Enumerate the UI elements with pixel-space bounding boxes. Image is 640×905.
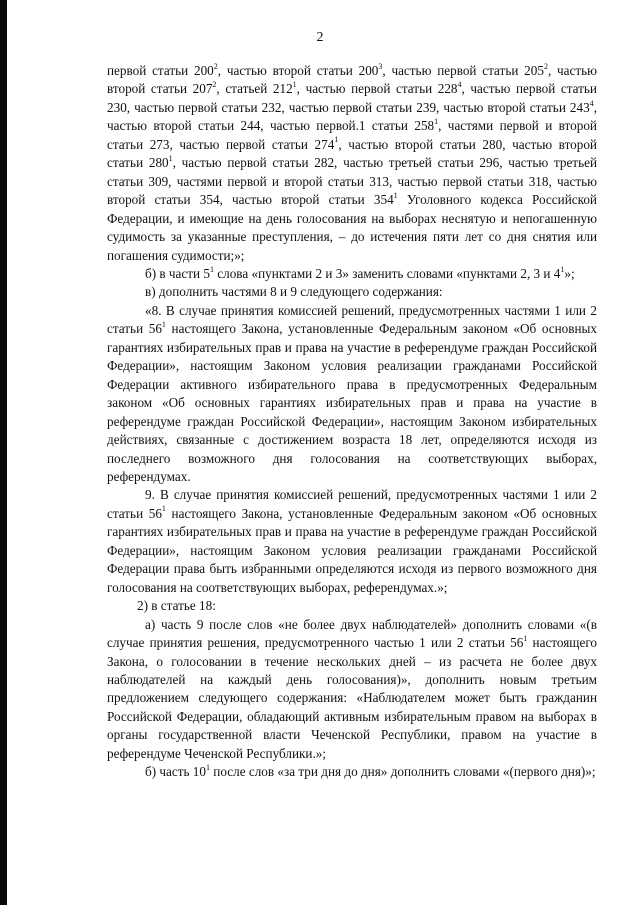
- text-run: «8. В случае принятия комиссией решений, предусмотренных частями 1 или 2 статьи 56: [107, 302, 597, 337]
- text-run: Уголовного кодекса Российской Федерации, и имеющие на день голосования на выборах неснятую и непогашенную судимость за указанные преступления, – до истечения пяти лет со дня снятия или погашения судимости;»;: [107, 192, 597, 263]
- paragraph: [107, 302, 597, 487]
- document-text: [107, 62, 597, 782]
- text-run: настоящего Закона, установленные Федеральным законом «Об основных гарантиях избирательных прав и права на участие в референдуме граждан Российской Федерации», настоящим Законом условия реализации гражданами Российской Федерации активного избирательного права в предусмотренных Федеральным законом «Об основных гарантиях избирательных прав и права на участие в референдуме граждан Российской Федерации», настоящим Законом избирательных действиях, связанные с достижением возраста 18 лет, определяются исходя из последнего возможного дня голосования на соответствующих выборах, референдумах.: [107, 321, 598, 484]
- page-number: 2: [316, 30, 324, 45]
- paragraph: [107, 265, 597, 283]
- superscript: 1: [434, 116, 439, 126]
- text-run: , частью второй статьи 244, частью первой.1 статьи 258: [107, 99, 597, 134]
- text-run: слова «пунктами 2 и 3» заменить словами «пунктами 2, 3 и 4: [213, 265, 561, 281]
- superscript: 1: [523, 633, 528, 643]
- text-run: настоящего Закона, о голосовании в течение нескольких дней – из расчета не более двух наблюдателей на каждый день голосования)», дополнить новым третьим предложением следующего содержания: «Наблюдателем может быть гражданин Российской Федерации, обладающий активным избирательным правом на выборах в органы государственной власти Чеченской Республики, правом на участие в референдуме Чеченской Республики.»;: [107, 635, 597, 761]
- scan-left-edge: [0, 0, 7, 905]
- superscript: 1: [209, 264, 214, 274]
- text-run: 9. В случае принятия комиссией решений, предусмотренных частями 1 или 2 статьи 56: [107, 487, 597, 521]
- superscript: 1: [560, 264, 565, 274]
- superscript: 1: [161, 504, 166, 514]
- superscript: 1: [161, 319, 166, 329]
- superscript: 2: [212, 80, 217, 90]
- text-run: , частью второй статьи 207: [107, 63, 597, 97]
- text-run: »;: [564, 265, 575, 281]
- text-run: , частью второй статьи 280, частью второй статьи 280: [107, 136, 597, 171]
- paragraph: [107, 616, 597, 764]
- superscript: 1: [334, 135, 339, 145]
- paragraph: [107, 597, 597, 615]
- text-run: , статьей 212: [216, 81, 293, 97]
- superscript: 1: [292, 80, 297, 90]
- superscript: 3: [378, 61, 383, 71]
- text-run: , частью первой статьи 282, частью третьей статьи 296, частью третьей статьи 309, частями первой и второй статьи 313, частью первой статьи 318, частью второй статьи 354, частью второй статьи 354: [107, 155, 597, 208]
- text-run: настоящего Закона, установленные Федеральным законом «Об основных гарантиях избирательных прав и права на участие в референдуме граждан Российской Федерации», настоящим Законом условия реализации гражданами Российской Федерации права быть избранными определяются исходя из первого возможного дня голосования на соответствующих выборах, референдумах.»;: [107, 505, 598, 595]
- text-run: после слов «за три дня до дня» дополнить словами «(первого дня)»;: [210, 764, 596, 780]
- text-run: 2) в статье 18:: [137, 598, 216, 614]
- paragraph: [107, 62, 597, 265]
- superscript: 2: [543, 61, 548, 71]
- superscript: 1: [393, 190, 398, 200]
- text-run: а) часть 9 после слов «не более двух наблюдателей» дополнить словами «(в случае принятия решения, предусмотренного частью 1 или 2 статьи 56: [107, 616, 597, 651]
- text-run: , частью второй статьи 200: [217, 63, 379, 78]
- text-run: первой статьи 200: [107, 63, 214, 78]
- superscript: 1: [206, 762, 210, 772]
- text-run: б) в части 5: [145, 265, 210, 281]
- paragraph: [107, 763, 597, 781]
- text-run: , частью первой статьи 230, частью первой статьи 232, частью первой статьи 239, частью второй статьи 243: [107, 81, 597, 115]
- paragraph: [107, 283, 597, 301]
- superscript: 4: [457, 80, 462, 90]
- text-run: , частью первой статьи 228: [296, 81, 458, 97]
- paragraph: [107, 486, 597, 597]
- text-run: в) дополнить частями 8 и 9 следующего содержания:: [145, 284, 443, 300]
- superscript: 1: [168, 153, 173, 163]
- superscript: 4: [589, 98, 594, 108]
- text-run: , частью первой статьи 205: [382, 63, 544, 78]
- superscript: 2: [213, 61, 218, 71]
- text-run: б) часть 10: [145, 764, 206, 780]
- text-run: , частями первой и второй статьи 273, частью первой статьи 274: [107, 118, 597, 152]
